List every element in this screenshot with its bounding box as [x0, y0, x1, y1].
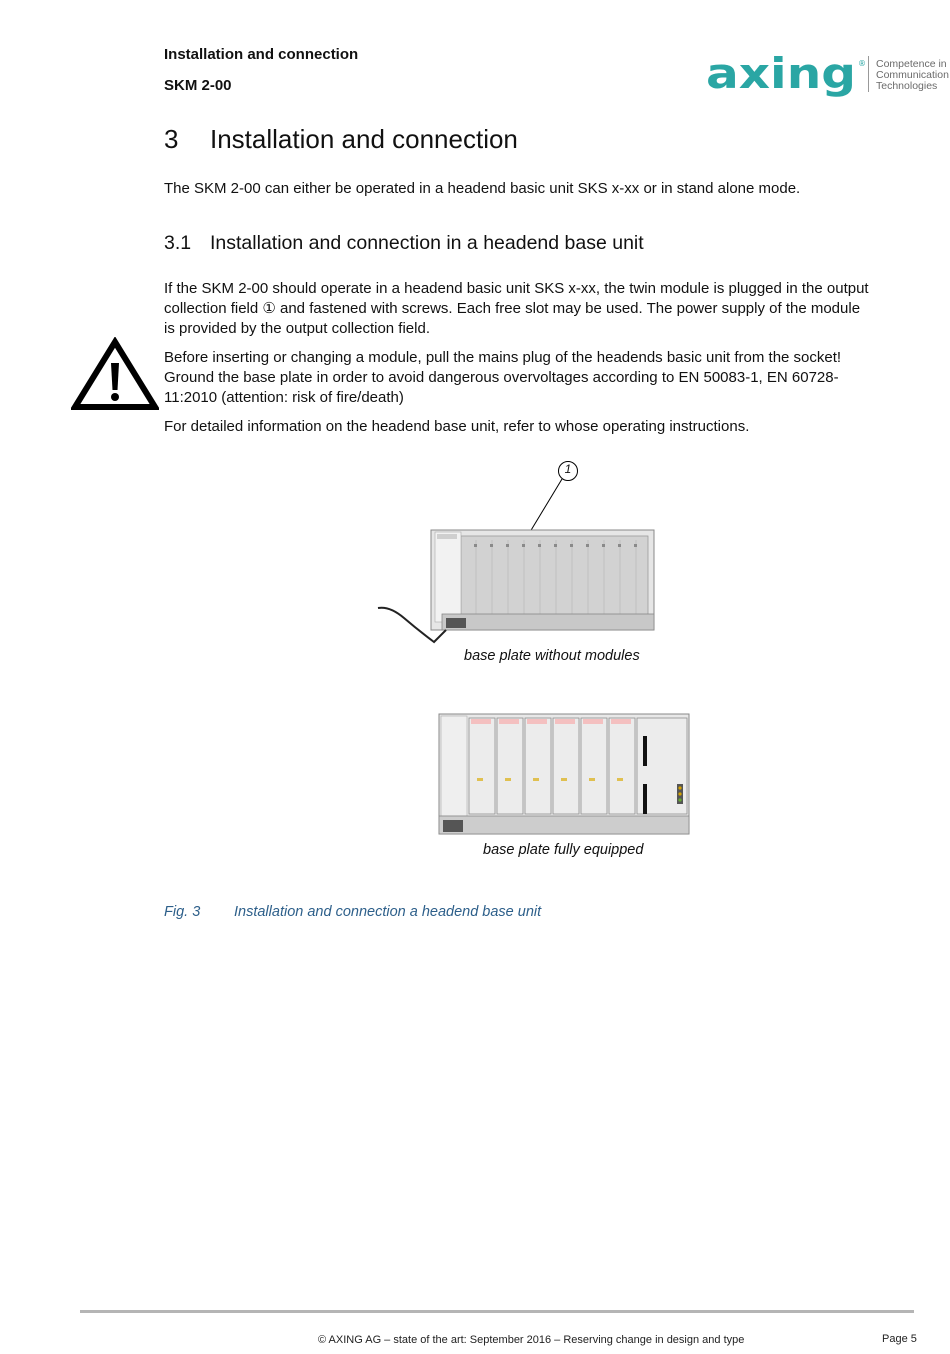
axing-logo: [706, 52, 870, 98]
chapter-number: 3: [164, 124, 179, 154]
base-plate-empty-image: [376, 526, 676, 648]
warning-triangle-icon: [71, 337, 159, 411]
figure-title: Installation and connection a headend base unit: [234, 904, 542, 920]
section-paragraph-2: For detailed information on the headend base unit, refer to whose operating instructions.: [164, 418, 750, 435]
logo-tagline-line-2: Communication: [876, 69, 949, 81]
logo-tagline-line-1: Competence in: [876, 58, 947, 70]
axing-logo-mark: [706, 52, 870, 98]
chapter-title: Installation and connection: [210, 124, 518, 154]
warning-line-2: Ground the base plate in order to avoid dangerous overvoltages according to EN 50083-1, EN 60728-: [164, 369, 839, 386]
svg-text:axing: axing: [706, 52, 856, 98]
section-number: 3.1: [164, 232, 192, 254]
header-section-title: Installation and connection: [164, 46, 359, 63]
figure-label: Fig. 3: [164, 904, 201, 920]
logo-tagline-line-3: Technologies: [876, 80, 938, 92]
paragraph-1-line-3: is provided by the output collection field.: [164, 320, 430, 337]
warning-line-1: Before inserting or changing a module, pull the mains plug of the headends basic unit from the socket!: [164, 349, 842, 366]
paragraph-1-line-2: collection field ① and fastened with screws. Each free slot may be used. The power supply of the module: [164, 300, 861, 317]
logo-divider: [868, 56, 869, 92]
callout-number: 1: [564, 462, 572, 476]
caption-base-plate-empty: base plate without modules: [464, 648, 640, 664]
footer-copyright: © AXING AG – state of the art: September 2016 – Reserving change in design and type: [318, 1334, 745, 1346]
footer-page-number: Page 5: [882, 1333, 917, 1345]
paragraph-1-line-1: If the SKM 2-00 should operate in a headend basic unit SKS x-xx, the twin module is plugged in the output: [164, 280, 869, 297]
base-plate-equipped-image: [437, 712, 691, 838]
footer-rule: [80, 1310, 914, 1313]
section-title: Installation and connection in a headend base unit: [210, 232, 644, 254]
header-product-name: SKM 2-00: [164, 77, 232, 94]
warning-text: [164, 348, 924, 408]
warning-line-3: 11:2010 (attention: risk of fire/death): [164, 389, 404, 406]
chapter-intro: The SKM 2-00 can either be operated in a headend basic unit SKS x-xx or in stand alone mode.: [164, 180, 801, 197]
logo-tagline: [876, 59, 949, 92]
section-paragraph-1: [164, 279, 924, 339]
caption-base-plate-equipped: base plate fully equipped: [483, 842, 644, 858]
svg-text:®: ®: [858, 59, 866, 68]
